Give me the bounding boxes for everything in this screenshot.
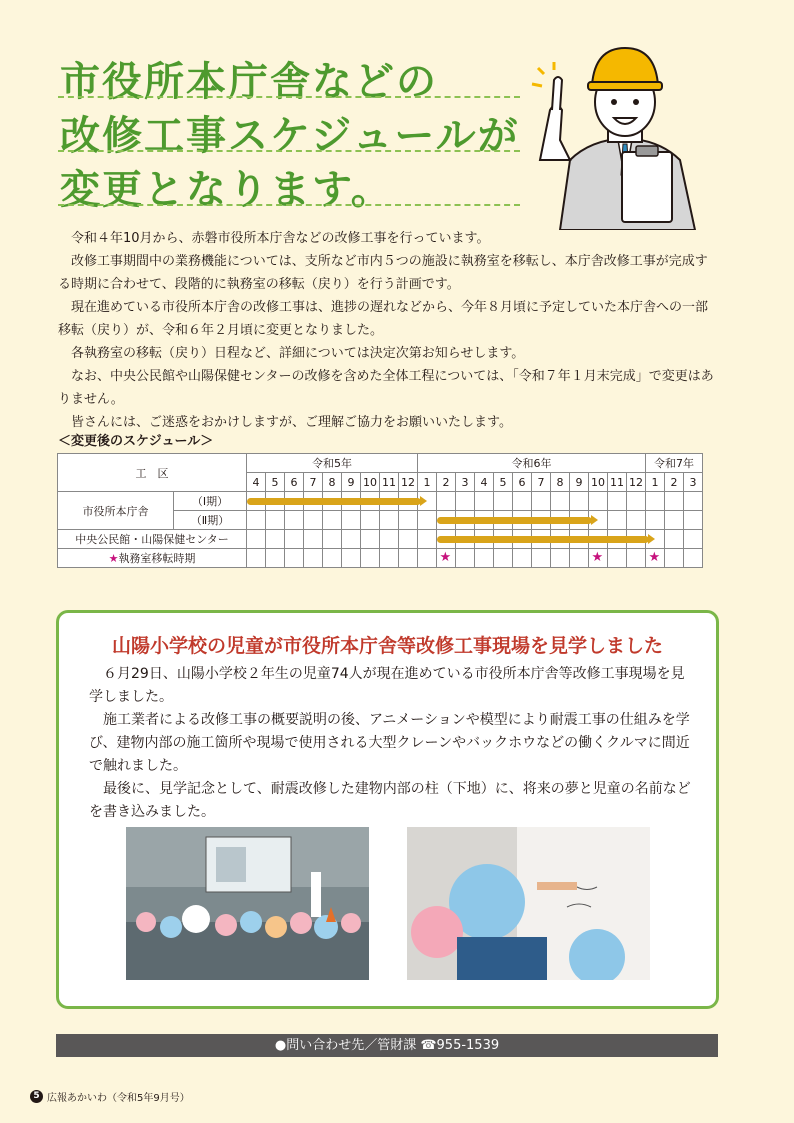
month-cell: 1: [646, 473, 665, 492]
month-cell: 9: [342, 473, 361, 492]
writing-on-pillar-photo: [407, 827, 650, 980]
report-text: [89, 663, 694, 824]
month-cell: 11: [380, 473, 399, 492]
month-cell: 8: [551, 473, 570, 492]
intro-paragraph: なお、中央公民館や山陽保健センターの改修を含めた全体工程については、「令和７年１月末完成」で変更はありません。: [58, 369, 714, 407]
publication-label: 広報あかいわ（令和5年9月号）: [47, 1093, 190, 1104]
title-line-1: 市役所本庁舎などの: [60, 59, 438, 105]
move-star-icon: ★: [591, 549, 604, 565]
title-rule: [58, 150, 520, 152]
column-header: 工 区: [58, 454, 247, 492]
report-paragraph: 施工業者による改修工事の概要説明の後、アニメーションや模型により耐震工事の仕組みを学び、建物内部の施工箇所や現場で使用される大型クレーンやバックホウなどの働くクルマに間近で触れました。: [89, 712, 690, 774]
intro-paragraph: 各執務室の移転（戻り）日程など、詳細については決定次第お知らせします。: [71, 346, 525, 361]
page-footer: [30, 1089, 190, 1104]
month-cell: 9: [570, 473, 589, 492]
year-header: 令和5年: [247, 454, 418, 473]
year-header: 令和6年: [418, 454, 646, 473]
intro-paragraph: 現在進めている市役所本庁舎の改修工事は、進捗の遅れなどから、今年８月頃に予定していた本庁舎への一部移転（戻り）が、令和６年２月頃に変更となりました。: [58, 300, 709, 338]
intro-text: [58, 227, 720, 434]
report-title: 山陽小学校の児童が市役所本庁舎等改修工事現場を見学しました: [111, 635, 663, 657]
month-cell: 4: [475, 473, 494, 492]
month-cell: 10: [589, 473, 608, 492]
schedule-bar: [437, 536, 650, 543]
page-number: 5: [30, 1090, 43, 1103]
report-paragraph: ６月29日、山陽小学校２年生の児童74人が現在進めている市役所本庁舎等改修工事現場を見学しました。: [89, 666, 685, 705]
site-visit-photo: [126, 827, 369, 980]
schedule-bar: [247, 498, 422, 505]
month-cell: 8: [323, 473, 342, 492]
phase-label: （Ⅰ期）: [174, 492, 247, 511]
month-cell: 4: [247, 473, 266, 492]
month-cell: 6: [513, 473, 532, 492]
contact-bar: ●問い合わせ先／管財課 ☎955-1539: [56, 1034, 718, 1057]
intro-paragraph: 令和４年10月から、赤磐市役所本庁舎などの改修工事を行っています。: [71, 231, 490, 246]
move-star-icon: ★: [439, 549, 452, 565]
month-cell: 5: [494, 473, 513, 492]
month-cell: 11: [608, 473, 627, 492]
month-cell: 5: [266, 473, 285, 492]
report-paragraph: 最後に、見学記念として、耐震改修した建物内部の柱（下地）に、将来の夢と児童の名前などを書き込みました。: [89, 781, 691, 820]
report-box: [56, 610, 719, 1009]
month-cell: 12: [399, 473, 418, 492]
title-line-3: 変更となります。: [60, 167, 393, 213]
star-icon: ★: [108, 552, 119, 565]
month-cell: 10: [361, 473, 380, 492]
intro-paragraph: 改修工事期間中の業務機能については、支所など市内５つの施設に執務室を移転し、本庁舎改修工事が完成する時期に合わせて、段階的に執務室の移転（戻り）を行う計画です。: [58, 254, 708, 292]
month-cell: 2: [437, 473, 456, 492]
month-cell: 7: [304, 473, 323, 492]
year-header: 令和7年: [646, 454, 703, 473]
month-cell: 1: [418, 473, 437, 492]
month-cell: 12: [627, 473, 646, 492]
month-cell: 7: [532, 473, 551, 492]
title-rule: [58, 204, 520, 206]
schedule-caption: ＜変更後のスケジュール＞: [58, 434, 214, 449]
month-cell: 6: [285, 473, 304, 492]
row-label: 中央公民館・山陽保健センター: [58, 530, 247, 549]
move-star-icon: ★: [648, 549, 661, 565]
month-cell: 3: [684, 473, 703, 492]
worker-illustration: [530, 40, 720, 230]
schedule-bar: [437, 517, 593, 524]
title-rule: [58, 96, 520, 98]
phase-label: （Ⅱ期）: [174, 511, 247, 530]
month-cell: 2: [665, 473, 684, 492]
month-cell: 3: [456, 473, 475, 492]
row-label: 市役所本庁舎: [58, 492, 174, 530]
title-line-2: 改修工事スケジュールが: [60, 113, 520, 159]
move-row-label: ★執務室移転時期: [58, 549, 247, 568]
schedule-table: [57, 453, 703, 568]
intro-paragraph: 皆さんには、ご迷惑をおかけしますが、ご理解ご協力をお願いいたします。: [71, 415, 512, 430]
